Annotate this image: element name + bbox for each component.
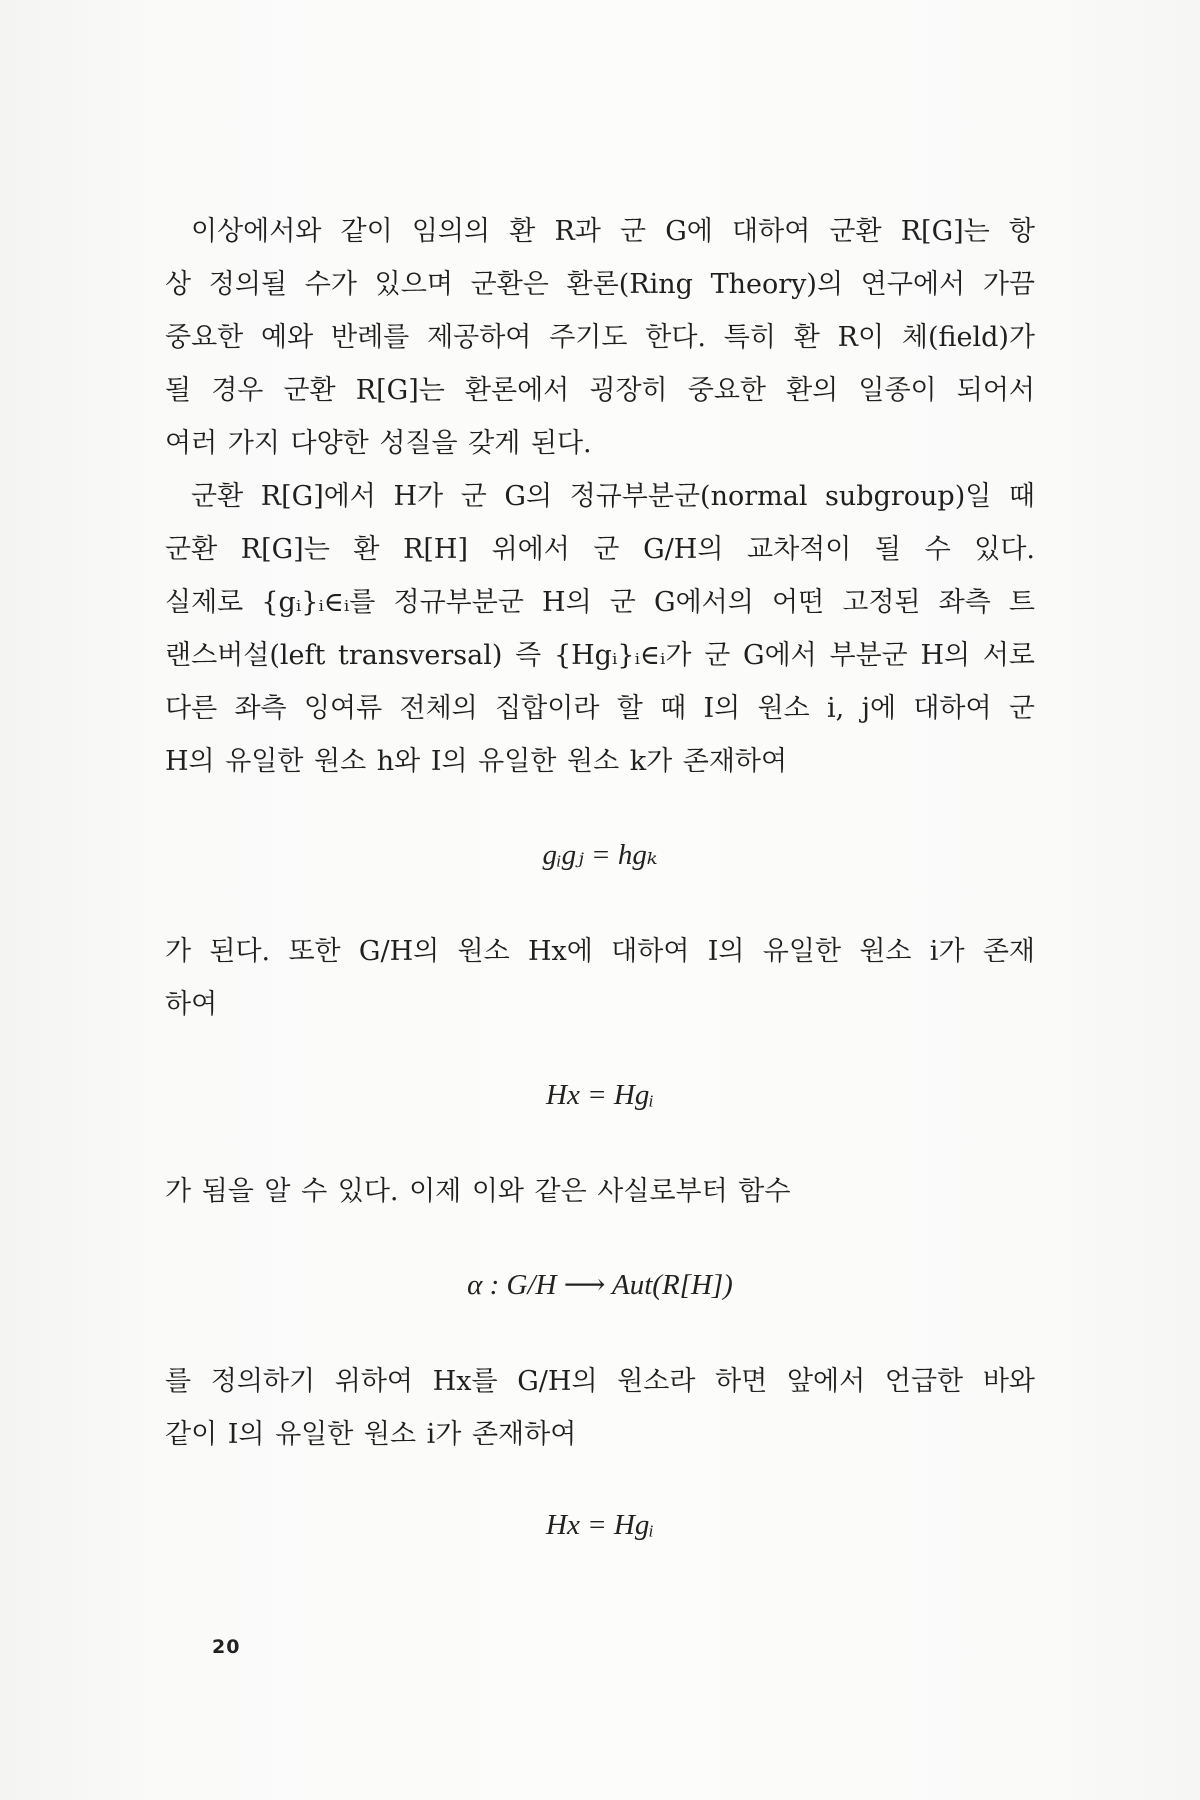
text-line: 이상에서와 같이 임의의 환 R과 군 G에 대하여 군환 R[G]는 항 bbox=[191, 216, 1035, 247]
text-line: 같이 I의 유일한 원소 i가 존재하여 bbox=[165, 1419, 577, 1450]
text-line: 여러 가지 다양한 성질을 갖게 된다. bbox=[165, 428, 592, 459]
paragraph-1 bbox=[165, 205, 1035, 470]
text-line: 군환 R[G]에서 H가 군 G의 정규부분군(normal subgroup)일 때 bbox=[191, 481, 1035, 512]
paragraph-3 bbox=[165, 925, 1035, 1031]
formula-3: α : G/H ⟶ Aut(R[H]) bbox=[467, 1269, 733, 1301]
text-line: 될 경우 군환 R[G]는 환론에서 굉장히 중요한 환의 일종이 되어서 bbox=[165, 375, 1035, 406]
paragraph-4 bbox=[165, 1165, 1035, 1218]
text-line: H의 유일한 원소 h와 I의 유일한 원소 k가 존재하여 bbox=[165, 746, 788, 777]
text-line: 가 된다. 또한 G/H의 원소 Hx에 대하여 I의 유일한 원소 i가 존재 bbox=[165, 936, 1035, 967]
text-line: 다른 좌측 잉여류 전체의 집합이라 할 때 I의 원소 i, j에 대하여 군 bbox=[165, 693, 1035, 724]
text-line: 하여 bbox=[165, 989, 218, 1020]
formula-2: Hx = Hgᵢ bbox=[546, 1079, 654, 1111]
paragraph-2 bbox=[165, 470, 1035, 788]
formula-4: Hx = Hgᵢ bbox=[546, 1509, 654, 1541]
text-line: 중요한 예와 반례를 제공하여 주기도 한다. 특히 환 R이 체(field)가 bbox=[165, 322, 1035, 353]
text-line: 군환 R[G]는 환 R[H] 위에서 군 G/H의 교차적이 될 수 있다. bbox=[165, 534, 1035, 565]
text-line: 랜스버설(left transversal) 즉 {Hgᵢ}ᵢ∈ᵢ가 군 G에서 부분군 H의 서로 bbox=[165, 640, 1035, 671]
text-line: 가 됨을 알 수 있다. 이제 이와 같은 사실로부터 함수 bbox=[165, 1176, 791, 1207]
formula-1: gᵢgⱼ = hgₖ bbox=[542, 839, 658, 871]
paragraph-5 bbox=[165, 1355, 1035, 1461]
text-line: 상 정의될 수가 있으며 군환은 환론(Ring Theory)의 연구에서 가끔 bbox=[165, 269, 1035, 300]
page-number: 20 bbox=[212, 1636, 241, 1658]
text-line: 를 정의하기 위하여 Hx를 G/H의 원소라 하면 앞에서 언급한 바와 bbox=[165, 1366, 1035, 1397]
text-line: 실제로 {gᵢ}ᵢ∈ᵢ를 정규부분군 H의 군 G에서의 어떤 고정된 좌측 트 bbox=[165, 587, 1035, 618]
